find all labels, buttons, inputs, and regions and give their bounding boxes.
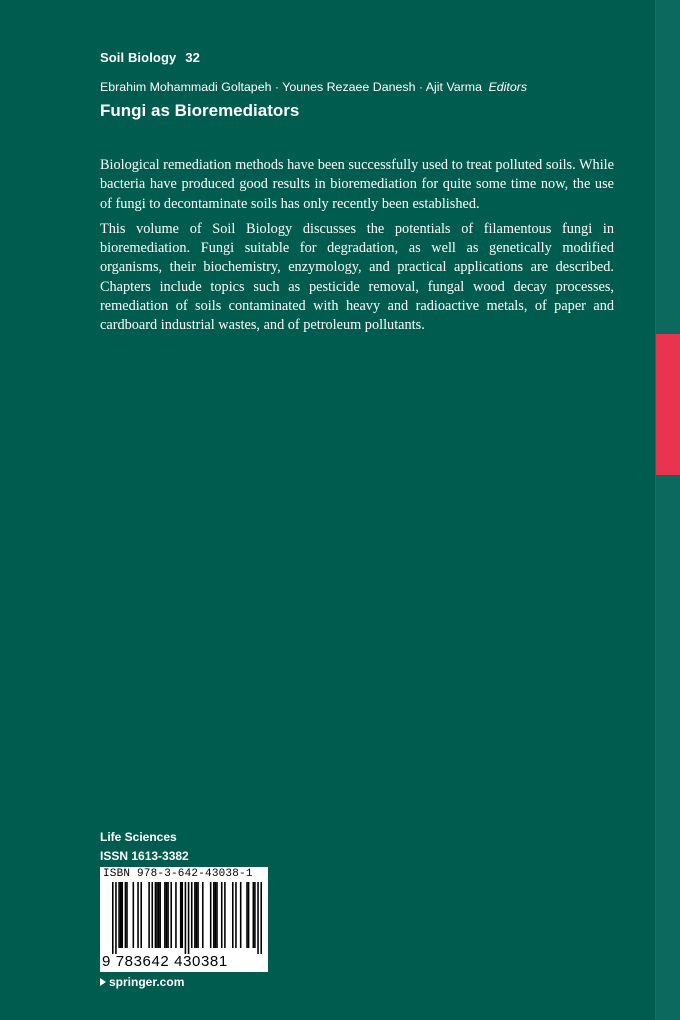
barcode-bar <box>118 882 120 948</box>
barcode-bar <box>246 882 248 948</box>
barcode-bar <box>140 882 142 948</box>
publisher-website <box>100 975 184 989</box>
barcode-bar <box>120 882 122 948</box>
editors-role: Editors <box>488 80 528 94</box>
barcode-bar <box>248 882 250 948</box>
barcode-bar <box>148 882 150 948</box>
barcode-bar <box>224 882 226 948</box>
barcode-bar <box>213 882 215 948</box>
barcode-bar <box>164 882 166 948</box>
editor-names: Ebrahim Mohammadi Goltapeh · Younes Rezaee Danesh · Ajit Varma <box>100 80 483 94</box>
barcode-bar <box>232 882 234 948</box>
barcode-bar <box>180 882 182 948</box>
subject-label: Life Sciences <box>100 830 177 844</box>
barcode-bar <box>133 882 135 948</box>
barcode-bar <box>156 882 158 948</box>
barcode-bar <box>221 882 223 948</box>
barcode-bar <box>121 882 123 948</box>
barcode-bar <box>210 882 212 948</box>
spine-color-tab <box>656 334 680 475</box>
barcode-bar <box>253 882 255 948</box>
series-name: Soil Biology <box>100 50 177 65</box>
barcode-bar <box>240 882 242 948</box>
barcode-bar <box>260 882 262 954</box>
barcode-bar <box>151 882 153 948</box>
barcode-bar <box>216 882 218 948</box>
isbn-barcode <box>100 867 268 972</box>
barcode-bar <box>197 882 199 948</box>
series-number: 32 <box>185 50 200 65</box>
barcode-bar <box>125 882 127 948</box>
barcode-bar <box>126 882 128 948</box>
barcode-bar <box>166 882 168 948</box>
barcode-bar <box>137 882 139 948</box>
spine-strip <box>655 0 680 1020</box>
arrow-right-icon <box>100 978 106 986</box>
barcode-bar <box>257 882 259 954</box>
barcode-bar <box>191 882 193 948</box>
series-line <box>100 50 200 65</box>
barcode-bar <box>196 882 198 948</box>
barcode-bar <box>155 882 157 948</box>
barcode-bar <box>188 882 190 954</box>
barcode-bar <box>185 882 187 954</box>
barcode-bar <box>170 882 172 948</box>
barcode-bar <box>215 882 217 948</box>
barcode-bar <box>158 882 160 948</box>
barcode-bar <box>175 882 177 948</box>
barcode-bar <box>254 882 256 948</box>
barcode-bar <box>159 882 161 948</box>
book-title: Fungi as Bioremediators <box>100 101 300 120</box>
barcode-bar <box>115 882 117 954</box>
blurb-paragraph: Biological remediation methods have been successfully used to treat polluted soils. While bacteria have produced good results in bioremediation for quite some time now, the use of fungi to decontaminate soils has only recently been established. <box>100 157 614 212</box>
barcode-bar <box>235 882 237 948</box>
barcode-bar <box>194 882 196 948</box>
editors-line <box>100 80 527 94</box>
ean-digits: 9 783642 430381 <box>102 953 228 970</box>
barcode-bars <box>112 882 262 954</box>
isbn-text: ISBN 978-3-642-43038-1 <box>103 868 253 880</box>
back-cover-blurb <box>100 156 614 342</box>
barcode-bar <box>167 882 169 948</box>
barcode-bar <box>202 882 204 948</box>
barcode-bar <box>112 882 114 954</box>
barcode-bar <box>181 882 183 948</box>
blurb-paragraph: This volume of Soil Biology discusses the potentials of filamentous fungi in bioremediation. Fungi suitable for degradation, as well as genetically modified organisms, their biochemistry, enzymology, and practical applications are described. Chapters include topics such as pesticide removal, fungal wood decay processes, remediation of soils contaminated with heavy and radioactive metals, of paper and cardboard industrial wastes, and of petroleum pollutants. <box>100 220 614 334</box>
website-text: springer.com <box>109 975 185 989</box>
issn-label: ISSN 1613-3382 <box>100 849 189 863</box>
